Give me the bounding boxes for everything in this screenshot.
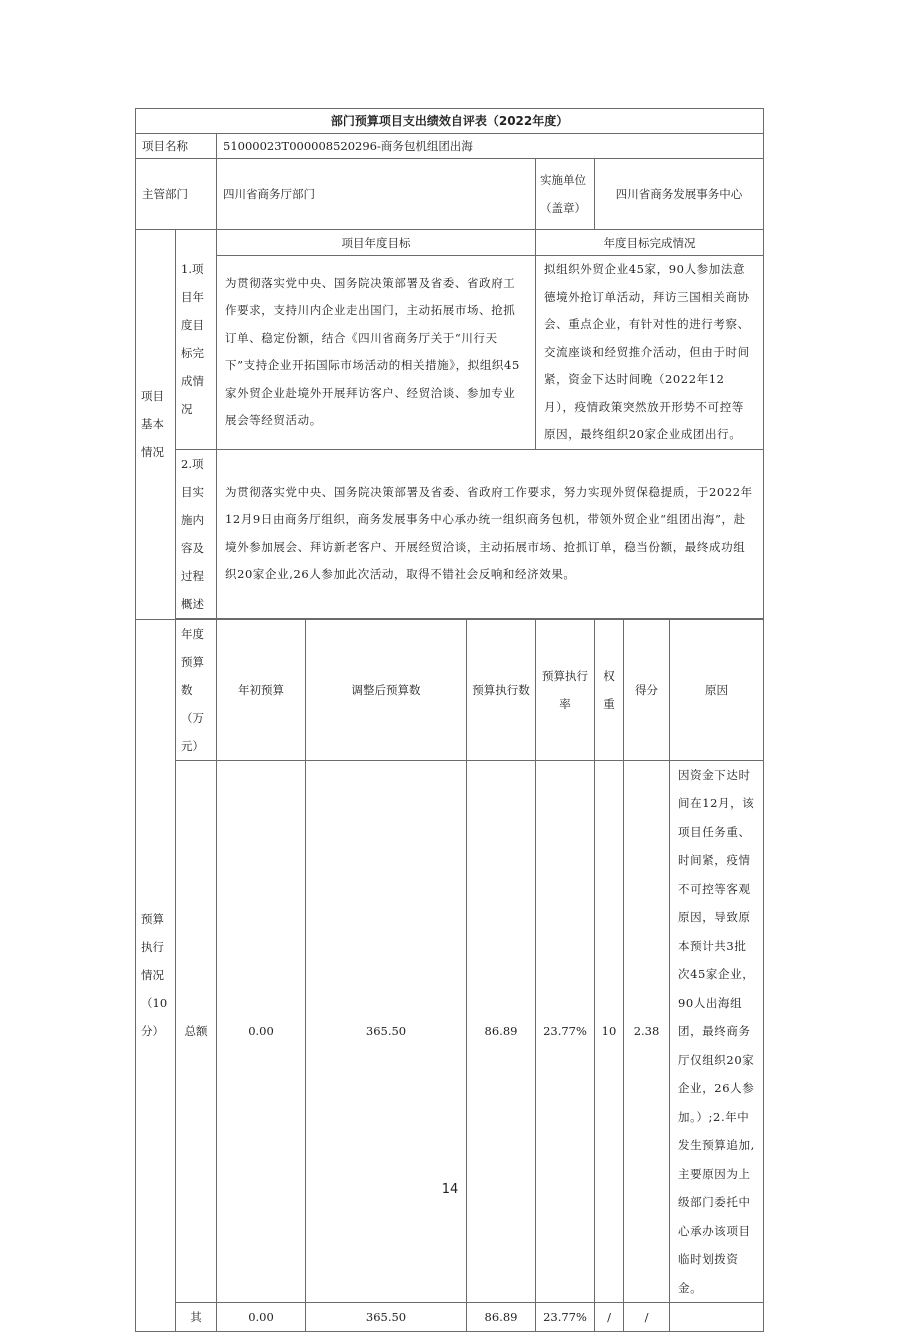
- table-row: [136, 760, 764, 1303]
- executed-amount-header: 预算执行数: [467, 619, 536, 760]
- initial-budget-header: 年初预算: [217, 619, 306, 760]
- goal-completion-text: 拟组织外贸企业45家，90人参加法意德境外抢订单活动，拜访三国相关商协会、重点企业，有针对性的进行考察、交流座谈和经贸推介活动，但由于时间紧，资金下达时间晚（2022年12月），疫情政策突然放开形势不可控等原因，最终组织20家企业成团出行。: [536, 256, 764, 450]
- annual-goal-completion-label: 1.项目年度目标完成情况: [176, 230, 217, 450]
- weight-value: 10: [595, 760, 624, 1303]
- adjusted-budget-header: 调整后预算数: [306, 619, 467, 760]
- annual-goal-text: 为贯彻落实党中央、国务院决策部署及省委、省政府工作要求，支持川内企业走出国门，主动拓展市场、抢抓订单、稳定份额，结合《四川省商务厅关于“川行天下”支持企业开拓国际市场活动的相关措施》，拟组织45家外贸企业赴境外开展拜访客户、经贸洽谈、参加专业展会等经贸活动。: [217, 256, 536, 450]
- reason-header: 原因: [670, 619, 764, 760]
- initial-budget-value: 0.00: [217, 1303, 306, 1332]
- score-value: 2.38: [624, 760, 670, 1303]
- project-name-value: 51000023T000008520296-商务包机组团出海: [217, 134, 764, 159]
- reason-text: 因资金下达时间在12月，该项目任务重、时间紧，疫情不可控等客观原因，导致原本预计共3批次45家企业，90人出海组团，最终商务厅仅组织20家企业，26人参加。）;2.年中发生预算追加,主要原因为上级部门委托中心承办该项目临时划拨资金。: [670, 760, 764, 1303]
- basic-info-section-label: 项目基本情况: [136, 230, 176, 620]
- annual-goal-header: 项目年度目标: [217, 230, 536, 256]
- reason-text: [670, 1303, 764, 1332]
- supervising-dept-value: 四川省商务厅部门: [217, 159, 536, 230]
- executed-amount-value: 86.89: [467, 1303, 536, 1332]
- row-label-total: 总额: [176, 760, 217, 1303]
- annual-budget-header: 年度预算数（万元）: [176, 619, 217, 760]
- goal-completion-header: 年度目标完成情况: [536, 230, 764, 256]
- row-label-other: 其: [176, 1303, 217, 1332]
- implementing-unit-value: 四川省商务发展事务中心: [595, 159, 764, 230]
- implementing-unit-label: 实施单位（盖章）: [536, 159, 595, 230]
- implementation-overview-label: 2.项目实施内容及过程概述: [176, 449, 217, 618]
- executed-amount-value: 86.89: [467, 760, 536, 1303]
- score-header: 得分: [624, 619, 670, 760]
- execution-rate-value: 23.77%: [536, 1303, 595, 1332]
- weight-value: /: [595, 1303, 624, 1332]
- performance-self-evaluation-table: [135, 108, 764, 1332]
- page-number: 14: [441, 1182, 459, 1197]
- project-name-label: 项目名称: [136, 134, 217, 159]
- score-value: /: [624, 1303, 670, 1332]
- execution-rate-value: 23.77%: [536, 760, 595, 1303]
- initial-budget-value: 0.00: [217, 760, 306, 1303]
- supervising-dept-label: 主管部门: [136, 159, 217, 230]
- adjusted-budget-value: 365.50: [306, 760, 467, 1303]
- budget-execution-section-label: 预算执行情况（10分）: [136, 619, 176, 1332]
- table-row: [136, 1303, 764, 1332]
- table-title: 部门预算项目支出绩效自评表（2022年度）: [136, 109, 764, 134]
- weight-header: 权重: [595, 619, 624, 760]
- execution-rate-header: 预算执行率: [536, 619, 595, 760]
- adjusted-budget-value: 365.50: [306, 1303, 467, 1332]
- implementation-overview-text: 为贯彻落实党中央、国务院决策部署及省委、省政府工作要求，努力实现外贸保稳提质，于2022年12月9日由商务厅组织，商务发展事务中心承办统一组织商务包机，带领外贸企业“组团出海”，赴境外参加展会、拜访新老客户、开展经贸洽谈，主动拓展市场、抢抓订单，稳当份额，最终成功组织20家企业,26人参加此次活动，取得不错社会反响和经济效果。: [217, 449, 764, 618]
